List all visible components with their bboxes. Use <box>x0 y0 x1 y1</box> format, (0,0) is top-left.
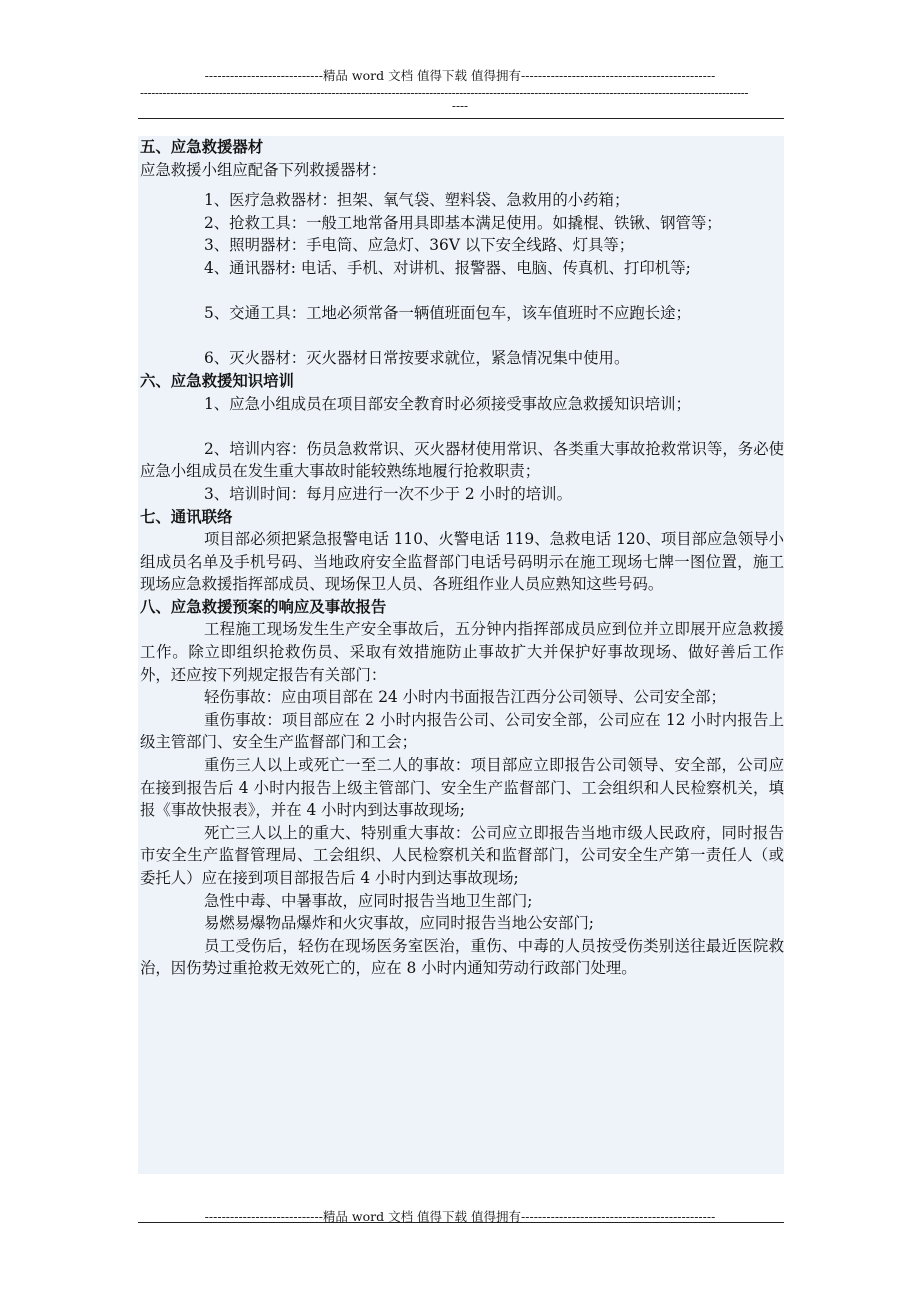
paragraph: 死亡三人以上的重大、特别重大事故：公司应立即报告当地市级人民政府，同时报告市安全生产监督管理局、工会组织、人民检察机关和监督部门，公司安全生产第一责任人（或委托人）应在接到项目部报告后 4 小时内到达事故现场; <box>140 823 784 887</box>
list-item: 2、抢救工具：一般工地常备用具即基本满足使用。如撬棍、铁锹、钢管等； <box>204 213 722 232</box>
spacer <box>140 181 784 189</box>
list-item: 5、交通工具：工地必须常备一辆值班面包车，该车值班时不应跑长途； <box>204 304 691 323</box>
page-header-dash-tail: ---- <box>451 99 469 113</box>
section-5-title: 五、应急救援器材 <box>140 138 264 156</box>
list-item: 3、照明器材：手电筒、应急灯、36V 以下安全线路、灯具等； <box>204 236 635 255</box>
paragraph: 轻伤事故：应由项目部在 24 小时内书面报告江西分公司领导、公司安全部； <box>204 688 726 707</box>
footer-divider <box>138 1222 784 1223</box>
paragraph: 重伤三人以上或死亡一至二人的事故：项目部应立即报告公司领导、安全部，公司应在接到报告后 4 小时内报告上级主管部门、安全生产监督部门、工会组织和人民检察机关，填报《事故快报表》，并在 4 小时内到达事故现场; <box>140 756 784 820</box>
page-header-banner: ----------------------------精品 word 文档 值得下载 值得拥有---------------------------------------------- <box>204 68 716 83</box>
section-6-title: 六、应急救援知识培训 <box>140 371 294 390</box>
list-item: 2、培训内容：伤员急救常识、灭火器材使用常识、各类重大事故抢救常识等，务必使应急小组成员在发生重大事故时能较熟练地履行抢救职责； <box>140 439 784 481</box>
paragraph: 急性中毒、中暑事故，应同时报告当地卫生部门; <box>204 891 533 910</box>
paragraph: 工程施工现场发生生产安全事故后，五分钟内指挥部成员应到位并立即展开应急救援工作。除立即组织抢救伤员、采取有效措施防止事故扩大并保护好事故现场、做好善后工作外，还应按下列规定报告有关部门： <box>140 620 784 684</box>
list-item: 6、灭火器材：灭火器材日常按要求就位，紧急情况集中使用。 <box>204 349 630 368</box>
section-7-title: 七、通讯联络 <box>140 507 233 526</box>
paragraph: 重伤事故：项目部应在 2 小时内报告公司、公司安全部，公司应在 12 小时内报告上级主管部门、安全生产监督部门和工会； <box>140 710 784 752</box>
list-item: 3、培训时间：每月应进行一次不少于 2 小时的培训。 <box>204 484 572 503</box>
spacer <box>140 325 784 348</box>
section-7-body: 项目部必须把紧急报警电话 110、火警电话 119、急救电话 120、项目部应急领导小组成员名单及手机号码、当地政府安全监督部门电话号码明示在施工现场七牌一图位置，施工现场应急救援指挥部成员、现场保卫人员、各班组作业人员应熟知这些号码。 <box>140 530 784 594</box>
list-item: 1、医疗急救器材：担架、氧气袋、塑料袋、急救用的小药箱； <box>204 191 630 210</box>
document-body <box>138 136 784 1174</box>
header-divider <box>138 118 784 119</box>
page-footer-banner: ----------------------------精品 word 文档 值得下载 值得拥有---------------------------------------------- <box>204 1209 716 1224</box>
list-item: 1、应急小组成员在项目部安全教育时必须接受事故应急救援知识培训； <box>204 394 691 413</box>
spacer <box>140 280 784 303</box>
spacer <box>140 415 784 438</box>
list-item: 4、通讯器材: 电话、手机、对讲机、报警器、电脑、传真机、打印机等; <box>204 258 691 277</box>
section-8-title: 八、应急救援预案的响应及事故报告 <box>140 597 387 616</box>
paragraph: 易燃易爆物品爆炸和火灾事故，应同时报告当地公安部门; <box>204 914 594 933</box>
section-5-intro: 应急救援小组应配备下列救援器材： <box>140 160 387 179</box>
paragraph: 员工受伤后，轻伤在现场医务室医治，重伤、中毒的人员按受伤类别送往最近医院救治，因伤势过重抢救无效死亡的，应在 8 小时内通知劳动行政部门处理。 <box>140 936 784 978</box>
page-header-dash-line: ------------------------------------------------------------------------------------------------------------------------------------------------------------------ <box>140 86 749 100</box>
